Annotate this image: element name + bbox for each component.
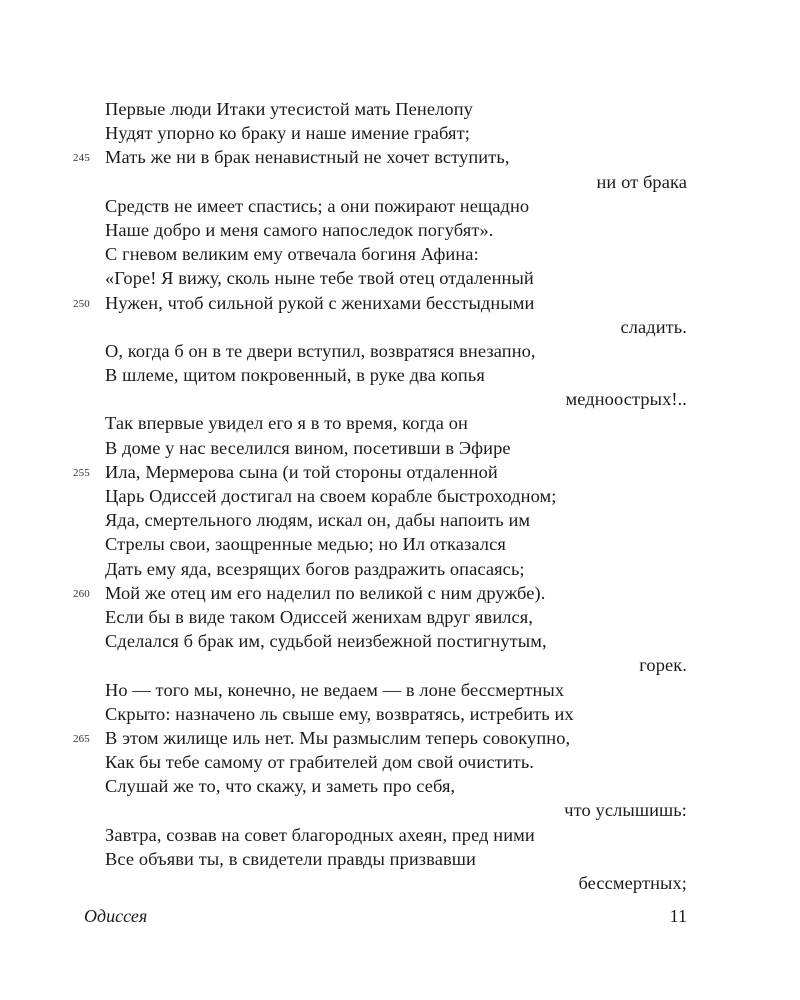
verse-line [105, 242, 687, 266]
verse-line [105, 532, 687, 556]
verse-text: Нужен, чтоб сильной рукой с женихами бесстыдными [105, 292, 535, 313]
verse-line [105, 363, 687, 387]
poem-text [73, 97, 687, 895]
verse-line [105, 194, 687, 218]
verse-line [73, 145, 687, 169]
verse-line-continuation [105, 387, 687, 411]
verse-text: сладить. [620, 316, 687, 337]
line-number: 260 [73, 587, 90, 600]
verse-line [105, 411, 687, 435]
page-number: 11 [669, 906, 687, 926]
verse-text: Так впервые увидел его я в то время, когда он [105, 413, 468, 434]
line-number: 255 [73, 466, 90, 479]
verse-line [73, 460, 687, 484]
verse-text: В шлеме, щитом покровенный, в руке два копья [105, 365, 485, 386]
verse-text: Наше добро и меня самого напоследок погубят». [105, 219, 494, 240]
verse-text: Средств не имеет спастись; а они пожирают нещадно [105, 195, 530, 216]
verse-line [105, 121, 687, 145]
verse-text: бессмертных; [578, 873, 687, 893]
verse-text: Как бы тебе самому от грабителей дом свой очистить. [105, 752, 534, 773]
verse-line-continuation [105, 170, 687, 194]
verse-line [105, 847, 687, 871]
verse-line [105, 484, 687, 508]
verse-line [105, 218, 687, 242]
verse-text: Стрелы свои, заощренные медью; но Ил отказался [105, 534, 506, 555]
line-number: 265 [73, 732, 90, 745]
verse-line-continuation [105, 798, 687, 822]
line-number: 250 [73, 297, 90, 310]
verse-line-continuation [105, 871, 687, 895]
verse-line [105, 702, 687, 726]
verse-line-continuation [105, 653, 687, 677]
verse-text: Слушай же то, что скажу, и заметь про себя, [105, 776, 456, 797]
verse-line [105, 629, 687, 653]
verse-text: Ила, Мермерова сына (и той стороны отдаленной [105, 461, 498, 482]
verse-line [105, 774, 687, 798]
verse-text: горек. [639, 655, 687, 676]
verse-text: ни от брака [596, 171, 687, 192]
verse-line [105, 678, 687, 702]
verse-text: Дать ему яда, всезрящих богов раздражить опасаясь; [105, 558, 525, 579]
verse-line [105, 97, 687, 121]
verse-line [105, 339, 687, 363]
verse-line [105, 508, 687, 532]
verse-text: Если бы в виде таком Одиссей женихам вдруг явился, [105, 606, 534, 627]
verse-line [105, 436, 687, 460]
verse-text: Яда, смертельного людям, искал он, дабы напоить им [105, 510, 531, 531]
verse-line [105, 605, 687, 629]
verse-text: что услышишь: [564, 800, 687, 821]
verse-text: Сделался б брак им, судьбой неизбежной постигнутым, [105, 631, 547, 652]
verse-line [73, 726, 687, 750]
verse-text: О, когда б он в те двери вступил, возвратяся внезапно, [105, 340, 536, 361]
verse-text: Но — того мы, конечно, не ведаем — в лоне бессмертных [105, 679, 565, 700]
verse-text: медноострых!.. [565, 389, 687, 410]
verse-line-continuation [105, 315, 687, 339]
verse-text: Все объяви ты, в свидетели правды призвавши [105, 848, 476, 869]
running-title: Одиссея [84, 906, 148, 926]
verse-line [105, 750, 687, 774]
verse-line [105, 823, 687, 847]
verse-text: Первые люди Итаки утесистой мать Пенелопу [105, 99, 473, 119]
verse-text: С гневом великим ему отвечала богиня Афина: [105, 244, 479, 265]
verse-line [105, 557, 687, 581]
verse-line [73, 581, 687, 605]
line-number: 245 [73, 152, 90, 165]
verse-line [73, 291, 687, 315]
verse-text: Завтра, созвав на совет благородных ахеян, пред ними [105, 824, 535, 845]
verse-text: Мать же ни в брак ненавистный не хочет вступить, [105, 147, 510, 168]
verse-text: «Горе! Я вижу, сколь ныне тебе твой отец отдаленный [105, 268, 534, 289]
verse-text: В доме у нас веселился вином, посетивши в Эфире [105, 437, 511, 458]
verse-text: Скрыто: назначено ль свыше ему, возвратясь, истребить их [105, 703, 574, 724]
verse-text: Мой же отец им его наделил по великой с ним дружбе). [105, 582, 546, 603]
verse-text: Нудят упорно ко браку и наше имение грабят; [105, 123, 470, 144]
page-footer [84, 903, 687, 929]
verse-line [105, 266, 687, 290]
verse-text: Царь Одиссей достигал на своем корабле быстроходном; [105, 486, 557, 506]
verse-text: В этом жилище иль нет. Мы размыслим теперь совокупно, [105, 727, 571, 748]
